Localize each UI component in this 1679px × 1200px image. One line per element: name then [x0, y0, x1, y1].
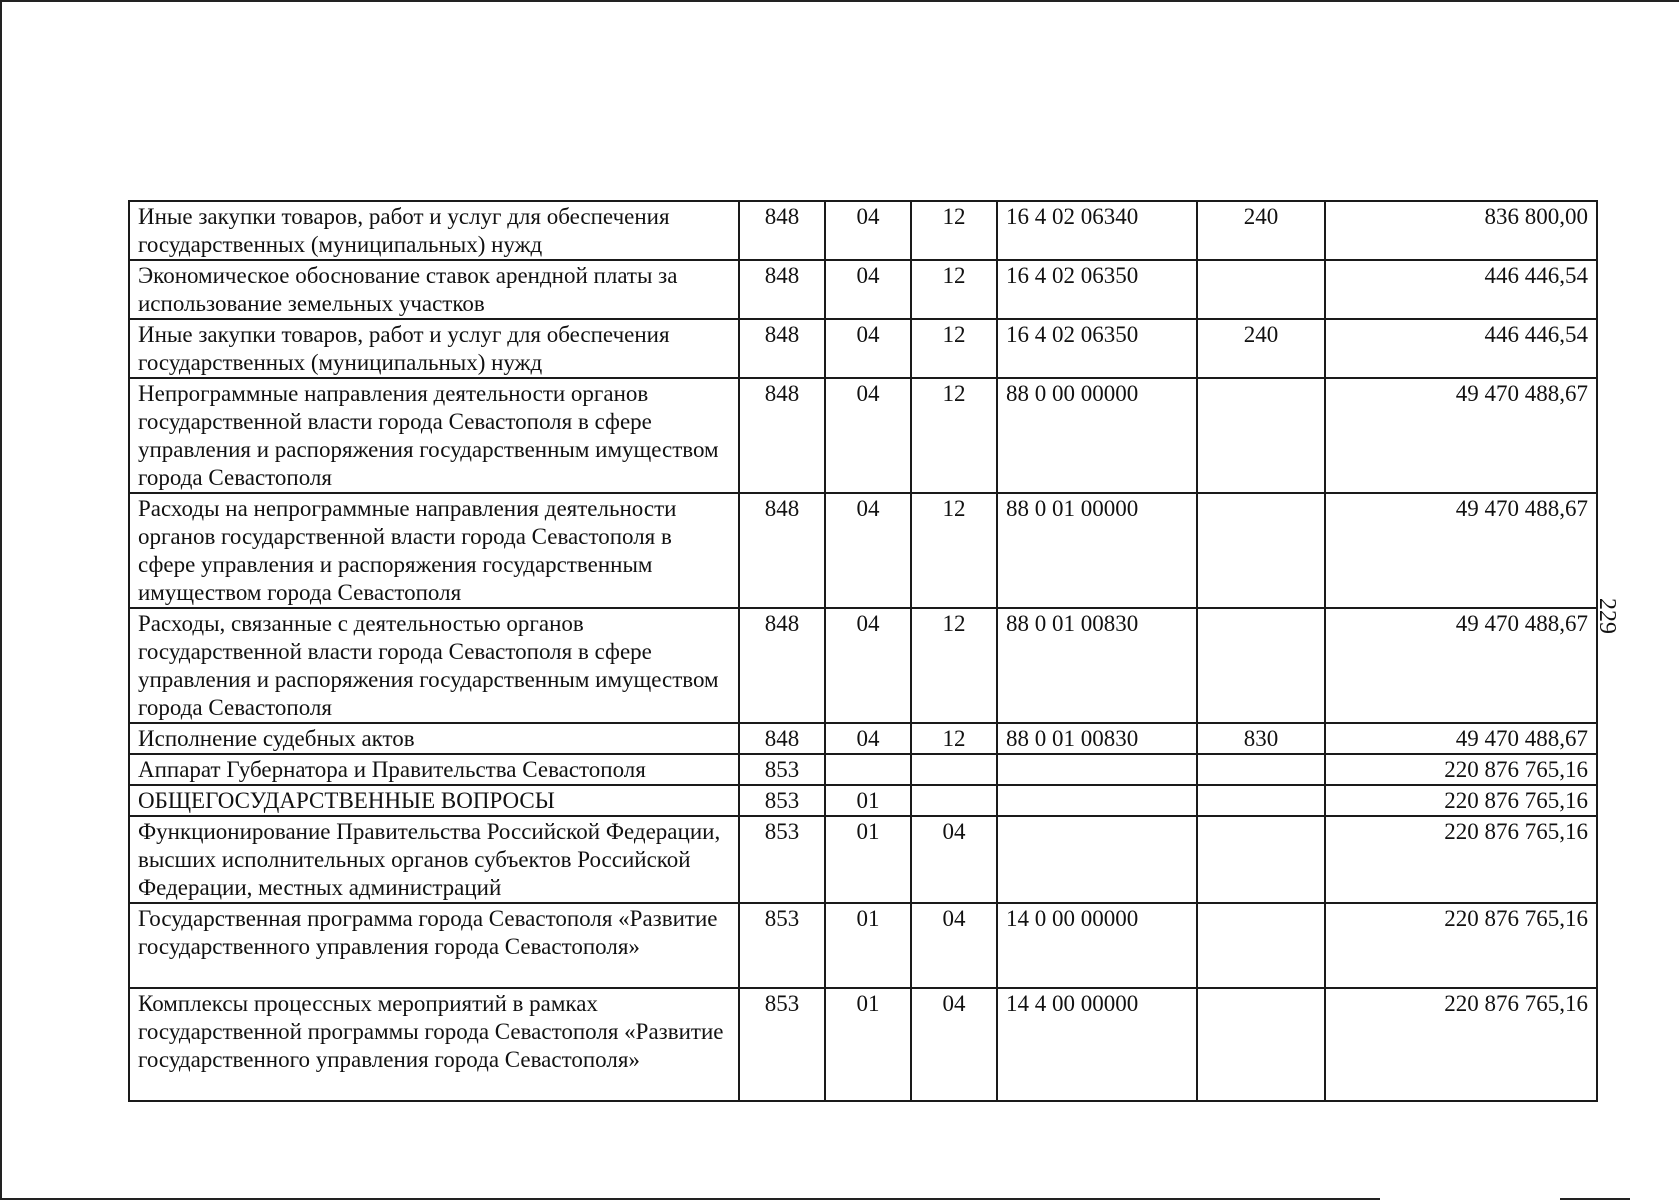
cell-section: 01: [825, 903, 911, 988]
table-row: [129, 723, 1597, 754]
table-row: [129, 319, 1597, 378]
cell-target-article: 16 4 02 06350: [997, 319, 1197, 378]
cell-name: Расходы на непрограммные направления деятельности органов государственной власти города Севастополя в сфере управления и распоряжения государственным имуществом города Севастополя: [129, 493, 739, 608]
cell-target-article: 88 0 01 00830: [997, 608, 1197, 723]
cell-section: [825, 754, 911, 785]
cell-section: 04: [825, 493, 911, 608]
cell-org-code: 848: [739, 319, 825, 378]
cell-subsection: [911, 785, 997, 816]
cell-amount: 836 800,00: [1325, 201, 1597, 260]
cell-amount: 446 446,54: [1325, 319, 1597, 378]
cell-org-code: 848: [739, 608, 825, 723]
table-row: [129, 785, 1597, 816]
cell-name: Непрограммные направления деятельности органов государственной власти города Севастополя в сфере управления и распоряжения государственным имуществом города Севастополя: [129, 378, 739, 493]
table-row: [129, 754, 1597, 785]
cell-expense-type: 830: [1197, 723, 1325, 754]
cell-target-article: [997, 754, 1197, 785]
table-row: [129, 608, 1597, 723]
cell-org-code: 848: [739, 201, 825, 260]
cell-target-article: 14 4 00 00000: [997, 988, 1197, 1101]
cell-section: 04: [825, 608, 911, 723]
scan-border-left: [0, 0, 2, 1200]
cell-section: 01: [825, 785, 911, 816]
cell-org-code: 848: [739, 493, 825, 608]
cell-expense-type: [1197, 608, 1325, 723]
cell-expense-type: 240: [1197, 319, 1325, 378]
cell-target-article: [997, 785, 1197, 816]
cell-expense-type: [1197, 754, 1325, 785]
cell-org-code: 848: [739, 378, 825, 493]
cell-expense-type: [1197, 378, 1325, 493]
cell-subsection: 12: [911, 608, 997, 723]
cell-name: Исполнение судебных актов: [129, 723, 739, 754]
cell-subsection: 12: [911, 493, 997, 608]
cell-name: Аппарат Губернатора и Правительства Севастополя: [129, 754, 739, 785]
cell-amount: 49 470 488,67: [1325, 378, 1597, 493]
cell-org-code: 853: [739, 816, 825, 903]
cell-section: 04: [825, 378, 911, 493]
cell-section: 04: [825, 723, 911, 754]
cell-name: ОБЩЕГОСУДАРСТВЕННЫЕ ВОПРОСЫ: [129, 785, 739, 816]
cell-subsection: [911, 754, 997, 785]
cell-org-code: 853: [739, 754, 825, 785]
cell-name: Комплексы процессных мероприятий в рамках государственной программы города Севастополя «Развитие государственного управления города Севастополя»: [129, 988, 739, 1101]
cell-target-article: 16 4 02 06350: [997, 260, 1197, 319]
cell-org-code: 853: [739, 988, 825, 1101]
cell-amount: 49 470 488,67: [1325, 608, 1597, 723]
cell-target-article: 88 0 01 00000: [997, 493, 1197, 608]
cell-name: Иные закупки товаров, работ и услуг для обеспечения государственных (муниципальных) нужд: [129, 319, 739, 378]
cell-target-article: 14 0 00 00000: [997, 903, 1197, 988]
cell-amount: 220 876 765,16: [1325, 903, 1597, 988]
table-row: [129, 260, 1597, 319]
cell-name: Государственная программа города Севастополя «Развитие государственного управления города Севастополя»: [129, 903, 739, 988]
table-row: [129, 493, 1597, 608]
cell-section: 04: [825, 201, 911, 260]
cell-name: Расходы, связанные с деятельностью органов государственной власти города Севастополя в сфере управления и распоряжения государственным имуществом города Севастополя: [129, 608, 739, 723]
cell-subsection: 12: [911, 260, 997, 319]
scan-border-top: [0, 0, 1679, 2]
cell-org-code: 853: [739, 785, 825, 816]
budget-table: [128, 200, 1598, 1102]
cell-expense-type: [1197, 260, 1325, 319]
cell-name: Функционирование Правительства Российской Федерации, высших исполнительных органов субъектов Российской Федерации, местных администраций: [129, 816, 739, 903]
cell-subsection: 04: [911, 988, 997, 1101]
cell-section: 01: [825, 816, 911, 903]
cell-name: Иные закупки товаров, работ и услуг для обеспечения государственных (муниципальных) нужд: [129, 201, 739, 260]
cell-amount: 220 876 765,16: [1325, 988, 1597, 1101]
table-row: [129, 988, 1597, 1101]
cell-target-article: 88 0 00 00000: [997, 378, 1197, 493]
cell-expense-type: [1197, 903, 1325, 988]
page-number: 229: [1594, 598, 1620, 634]
cell-target-article: 16 4 02 06340: [997, 201, 1197, 260]
cell-amount: 49 470 488,67: [1325, 723, 1597, 754]
table-row: [129, 816, 1597, 903]
cell-subsection: 12: [911, 319, 997, 378]
cell-subsection: 12: [911, 378, 997, 493]
cell-subsection: 12: [911, 723, 997, 754]
cell-amount: 49 470 488,67: [1325, 493, 1597, 608]
cell-section: 04: [825, 260, 911, 319]
cell-amount: 446 446,54: [1325, 260, 1597, 319]
cell-subsection: 04: [911, 816, 997, 903]
cell-amount: 220 876 765,16: [1325, 754, 1597, 785]
cell-target-article: [997, 816, 1197, 903]
cell-org-code: 853: [739, 903, 825, 988]
cell-org-code: 848: [739, 723, 825, 754]
cell-expense-type: [1197, 816, 1325, 903]
cell-section: 04: [825, 319, 911, 378]
cell-expense-type: [1197, 988, 1325, 1101]
cell-expense-type: [1197, 493, 1325, 608]
cell-section: 01: [825, 988, 911, 1101]
table-row: [129, 378, 1597, 493]
table-row: [129, 903, 1597, 988]
cell-org-code: 848: [739, 260, 825, 319]
table-row: [129, 201, 1597, 260]
cell-amount: 220 876 765,16: [1325, 785, 1597, 816]
cell-name: Экономическое обоснование ставок арендной платы за использование земельных участков: [129, 260, 739, 319]
cell-subsection: 12: [911, 201, 997, 260]
cell-target-article: 88 0 01 00830: [997, 723, 1197, 754]
cell-expense-type: [1197, 785, 1325, 816]
cell-amount: 220 876 765,16: [1325, 816, 1597, 903]
cell-expense-type: 240: [1197, 201, 1325, 260]
cell-subsection: 04: [911, 903, 997, 988]
